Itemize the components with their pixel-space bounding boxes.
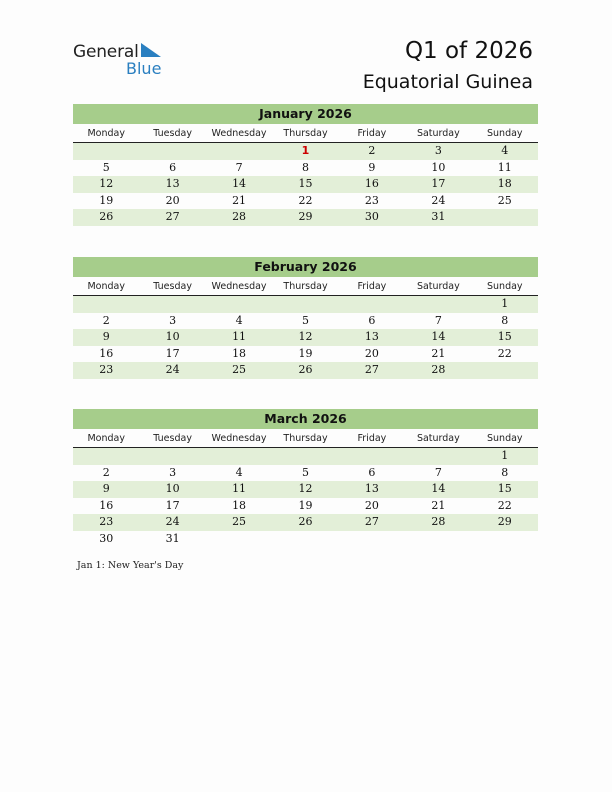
weekday-label: Tuesday <box>153 281 192 292</box>
weekday-label: Sunday <box>487 128 523 139</box>
date-cell: 4 <box>235 313 243 327</box>
date-cell: 18 <box>232 498 247 512</box>
weekday-label: Sunday <box>487 433 523 444</box>
weekday-label: Friday <box>357 433 387 444</box>
date-cell: 16 <box>99 346 114 360</box>
date-cell: 17 <box>165 498 180 512</box>
date-cell <box>405 296 471 313</box>
date-cell: 21 <box>431 346 446 360</box>
date-cell: 19 <box>298 346 313 360</box>
holiday-note: Jan 1: New Year's Day <box>77 560 184 571</box>
week-row <box>73 448 538 465</box>
date-cell: 5 <box>301 465 309 479</box>
date-cell <box>206 296 272 313</box>
date-cell: 7 <box>434 313 442 327</box>
date-cell <box>73 448 139 465</box>
date-cell: 11 <box>497 160 512 174</box>
weekday-label: Saturday <box>416 433 460 444</box>
date-cell: 22 <box>497 346 512 360</box>
date-cell: 2 <box>368 144 376 157</box>
month-calendar-february <box>73 257 538 379</box>
date-cell: 24 <box>431 193 446 207</box>
date-cell: 25 <box>497 193 512 207</box>
date-cell <box>472 531 538 548</box>
date-cell: 27 <box>165 210 180 223</box>
week-row <box>73 346 538 363</box>
logo-flag-icon <box>141 43 163 59</box>
weekday-header-row <box>73 126 538 143</box>
date-cell: 6 <box>169 160 177 174</box>
date-cell: 19 <box>99 193 114 207</box>
date-cell: 20 <box>364 346 379 360</box>
date-cell: 29 <box>497 515 512 528</box>
date-cell: 2 <box>102 465 110 479</box>
date-cell: 4 <box>501 144 509 157</box>
date-cell: 10 <box>165 482 180 495</box>
date-cell <box>139 448 205 465</box>
weekday-label: Friday <box>357 128 387 139</box>
date-cell <box>272 448 338 465</box>
date-cell: 16 <box>99 498 114 512</box>
weekday-label: Wednesday <box>211 433 267 444</box>
date-cell: 28 <box>431 363 446 376</box>
date-cell: 15 <box>497 330 512 343</box>
date-cell: 15 <box>298 177 313 190</box>
date-cell: 5 <box>102 160 110 174</box>
date-cell <box>73 143 139 160</box>
month-header: January 2026 <box>73 104 538 124</box>
month-header: February 2026 <box>73 257 538 277</box>
date-cell: 7 <box>235 160 243 174</box>
logo-general-text: General <box>73 42 139 62</box>
date-cell: 8 <box>501 465 509 479</box>
date-cell: 31 <box>165 531 180 545</box>
logo-blue-text: Blue <box>126 59 162 78</box>
holiday-notes <box>77 560 183 571</box>
weekday-label: Monday <box>87 433 125 444</box>
weekday-label: Saturday <box>416 281 460 292</box>
week-row <box>73 209 538 226</box>
week-row <box>73 143 538 160</box>
date-cell: 13 <box>165 177 180 190</box>
date-cell: 10 <box>431 160 446 174</box>
week-row <box>73 514 538 531</box>
date-cell: 30 <box>364 210 379 223</box>
date-cell <box>339 448 405 465</box>
date-cell <box>206 143 272 160</box>
week-row <box>73 296 538 313</box>
date-cell: 8 <box>501 313 509 327</box>
date-cell: 29 <box>298 210 313 223</box>
date-cell: 9 <box>368 160 376 174</box>
date-cell: 23 <box>364 193 379 207</box>
date-cell: 18 <box>497 177 512 190</box>
date-cell: 24 <box>165 363 180 376</box>
date-cell: 12 <box>99 177 114 190</box>
weekday-label: Saturday <box>416 128 460 139</box>
date-cell: 14 <box>232 177 247 190</box>
date-cell: 23 <box>99 515 114 528</box>
date-cell: 1 <box>501 449 509 462</box>
date-cell: 22 <box>497 498 512 512</box>
date-cell: 13 <box>364 482 379 495</box>
date-cell: 21 <box>232 193 247 207</box>
date-cell: 6 <box>368 313 376 327</box>
weekday-label: Sunday <box>487 281 523 292</box>
date-cell: 12 <box>298 330 313 343</box>
date-cell: 4 <box>235 465 243 479</box>
weekday-label: Thursday <box>283 281 328 292</box>
date-cell: 1 <box>501 297 509 310</box>
date-cell: 10 <box>165 330 180 343</box>
date-cell: 3 <box>169 313 177 327</box>
date-cell: 20 <box>364 498 379 512</box>
date-cell: 23 <box>99 363 114 376</box>
weekday-header-row <box>73 431 538 448</box>
week-row <box>73 362 538 379</box>
date-cell: 17 <box>165 346 180 360</box>
date-cell: 22 <box>298 193 313 207</box>
date-cell <box>339 296 405 313</box>
date-cell: 30 <box>99 531 114 545</box>
date-cell: 20 <box>165 193 180 207</box>
date-cell: 21 <box>431 498 446 512</box>
date-cell: 2 <box>102 313 110 327</box>
date-cell: 26 <box>298 363 313 376</box>
date-cell: 28 <box>232 210 247 223</box>
date-cell <box>73 296 139 313</box>
date-cell: 13 <box>364 330 379 343</box>
date-cell: 17 <box>431 177 446 190</box>
page-subtitle: Equatorial Guinea <box>362 71 533 93</box>
page-title: Q1 of 2026 <box>404 38 533 64</box>
date-cell <box>405 448 471 465</box>
weekday-label: Monday <box>87 128 125 139</box>
date-cell: 5 <box>301 313 309 327</box>
month-calendar-january <box>73 104 538 226</box>
date-cell: 3 <box>169 465 177 479</box>
weekday-header-row <box>73 279 538 296</box>
date-cell: 24 <box>165 515 180 528</box>
date-cell <box>206 531 272 548</box>
date-cell: 28 <box>431 515 446 528</box>
weekday-label: Wednesday <box>211 128 267 139</box>
date-cell <box>139 296 205 313</box>
date-cell: 25 <box>232 515 247 528</box>
date-cell <box>405 531 471 548</box>
week-row <box>73 498 538 515</box>
weekday-label: Wednesday <box>211 281 267 292</box>
date-cell: 27 <box>364 363 379 376</box>
week-row <box>73 193 538 210</box>
week-row <box>73 160 538 177</box>
date-cell: 11 <box>232 482 247 495</box>
date-cell <box>472 362 538 379</box>
date-cell: 31 <box>431 210 446 223</box>
date-cell <box>139 143 205 160</box>
date-cell <box>272 296 338 313</box>
date-cell <box>206 448 272 465</box>
date-cell: 9 <box>102 482 110 495</box>
date-cell: 3 <box>434 144 442 157</box>
date-cell: 26 <box>99 210 114 223</box>
logo <box>73 40 173 80</box>
weekday-label: Monday <box>87 281 125 292</box>
date-cell: 25 <box>232 363 247 376</box>
date-cell: 8 <box>301 160 309 174</box>
date-cell: 9 <box>102 330 110 343</box>
weekday-label: Tuesday <box>153 128 192 139</box>
date-cell: 14 <box>431 482 446 495</box>
date-cell <box>339 531 405 548</box>
week-row <box>73 465 538 482</box>
date-cell <box>472 209 538 226</box>
weekday-label: Thursday <box>283 128 328 139</box>
holiday-date-cell: 1 <box>301 144 310 157</box>
week-row <box>73 481 538 498</box>
weekday-label: Tuesday <box>153 433 192 444</box>
weekday-label: Friday <box>357 281 387 292</box>
week-row <box>73 329 538 346</box>
date-cell: 18 <box>232 346 247 360</box>
date-cell: 11 <box>232 330 247 343</box>
date-cell: 7 <box>434 465 442 479</box>
date-cell: 6 <box>368 465 376 479</box>
month-header: March 2026 <box>73 409 538 429</box>
date-cell: 16 <box>364 177 379 190</box>
month-calendar-march <box>73 409 538 547</box>
date-cell: 19 <box>298 498 313 512</box>
week-row <box>73 531 538 548</box>
date-cell: 15 <box>497 482 512 495</box>
week-row <box>73 176 538 193</box>
weekday-label: Thursday <box>283 433 328 444</box>
date-cell: 12 <box>298 482 313 495</box>
date-cell: 27 <box>364 515 379 528</box>
date-cell: 26 <box>298 515 313 528</box>
date-cell: 14 <box>431 330 446 343</box>
week-row <box>73 313 538 330</box>
date-cell <box>272 531 338 548</box>
